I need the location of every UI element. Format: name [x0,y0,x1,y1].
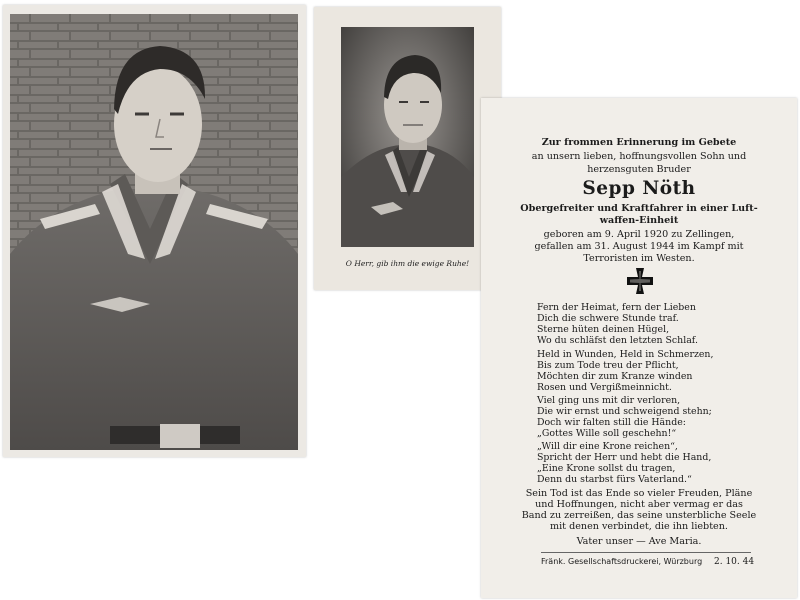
soldier-portrait-image [10,14,298,450]
divider [541,552,751,553]
poem-line: „Will dir eine Krone reichen“, [537,441,678,452]
dedication-line-2: herzensguten Bruder [587,164,691,175]
poem-line: Wo du schläfst den letzten Schlaf. [537,335,698,346]
poem-line: Die wir ernst und schweigend stehn; [537,406,712,417]
poem-line: „Eine Krone sollst du tragen, [537,463,676,474]
poem-line: Denn du starbst fürs Vaterland.“ [537,474,692,485]
poem-line: Dich die schwere Stunde traf. [537,313,679,324]
closing-line: und Hoffnungen, nicht aber vermag er das [535,499,743,510]
poem-line: Spricht der Herr und hebt die Hand, [537,452,712,463]
dedication-line-1: an unsern lieben, hoffnungsvollen Sohn und [531,151,747,162]
heading: Zur frommen Erinnerung im Gebete [541,137,737,148]
poem-line: Möchten dir zum Kranze winden [537,371,693,382]
printer-credit: Fränk. Gesellschaftsdruckerei, Würzburg [541,557,703,566]
closing-line: mit denen verbindet, die ihn liebten. [550,521,728,532]
poem-line: Held in Wunden, Held in Schmerzen, [537,349,714,360]
soldier-portrait-image-small [341,27,474,247]
death-line-2: Terroristen im Westen. [583,253,695,264]
poem-line: Bis zum Tode treu der Pflicht, [537,360,679,371]
poem-line: „Gottes Wille soll geschehn!“ [537,428,677,439]
poem-line: Fern der Heimat, fern der Lieben [537,302,696,313]
birth-line: geboren am 9. April 1920 zu Zellingen, [543,229,735,240]
deceased-name: Sepp Nöth [582,178,696,199]
closing-line: Sein Tod ist das Ende so vieler Freuden, Pläne [525,488,753,499]
prayer-line: Vater unser — Ave Maria. [576,536,702,547]
poem-line: Rosen und Vergißmeinnicht. [537,382,672,393]
memorial-card [481,98,797,598]
caption-eternal-rest: O Herr, gib ihm die ewige Ruhe! [345,259,470,268]
rank-line-2: waffen-Einheit [599,215,679,226]
closing-line: Band zu zerreißen, das seine unsterbliche Seele [521,510,757,521]
poem-line: Viel ging uns mit dir verloren, [537,395,681,406]
iron-cross-icon [627,268,653,294]
portrait-photo-large [3,5,306,457]
print-date: 2. 10. 44 [714,557,755,567]
poem-line: Doch wir falten still die Hände: [537,417,686,428]
death-line: gefallen am 31. August 1944 im Kampf mit [534,241,744,252]
rank-line-1: Obergefreiter und Kraftfahrer in einer Luft- [520,203,758,214]
poem-line: Sterne hüten deinen Hügel, [537,324,670,335]
prayer-card-photo [314,7,501,290]
